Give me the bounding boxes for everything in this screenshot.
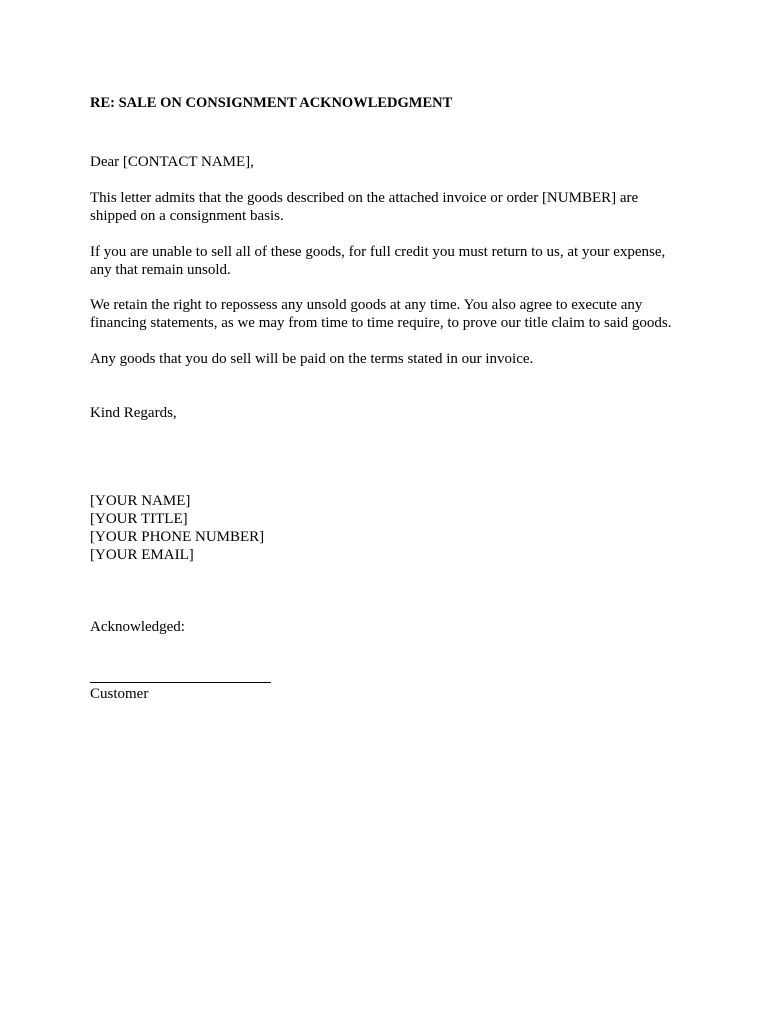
sender-email: [YOUR EMAIL] [90,547,194,563]
paragraph-line: If you are unable to sell all of these goods, for full credit you must return to us, at your expense, [90,244,666,260]
paragraph-line: any that remain unsold. [90,262,231,278]
signature-line [90,682,271,683]
paragraph-line: Any goods that you do sell will be paid on the terms stated in our invoice. [90,351,534,367]
sender-name: [YOUR NAME] [90,493,191,509]
paragraph-line: financing statements, as we may from time to time require, to prove our title claim to said goods. [90,315,672,331]
sender-phone: [YOUR PHONE NUMBER] [90,529,265,545]
acknowledged-label: Acknowledged: [90,619,185,635]
letter-subject: RE: SALE ON CONSIGNMENT ACKNOWLEDGMENT [90,95,453,111]
salutation: Dear [CONTACT NAME], [90,154,254,170]
paragraph-line: This letter admits that the goods described on the attached invoice or order [NUMBER] are [90,190,639,206]
paragraph-line: shipped on a consignment basis. [90,208,284,224]
paragraph-line: We retain the right to repossess any unsold goods at any time. You also agree to execute any [90,297,643,313]
sender-title: [YOUR TITLE] [90,511,188,527]
customer-label: Customer [90,686,149,702]
closing: Kind Regards, [90,405,177,421]
